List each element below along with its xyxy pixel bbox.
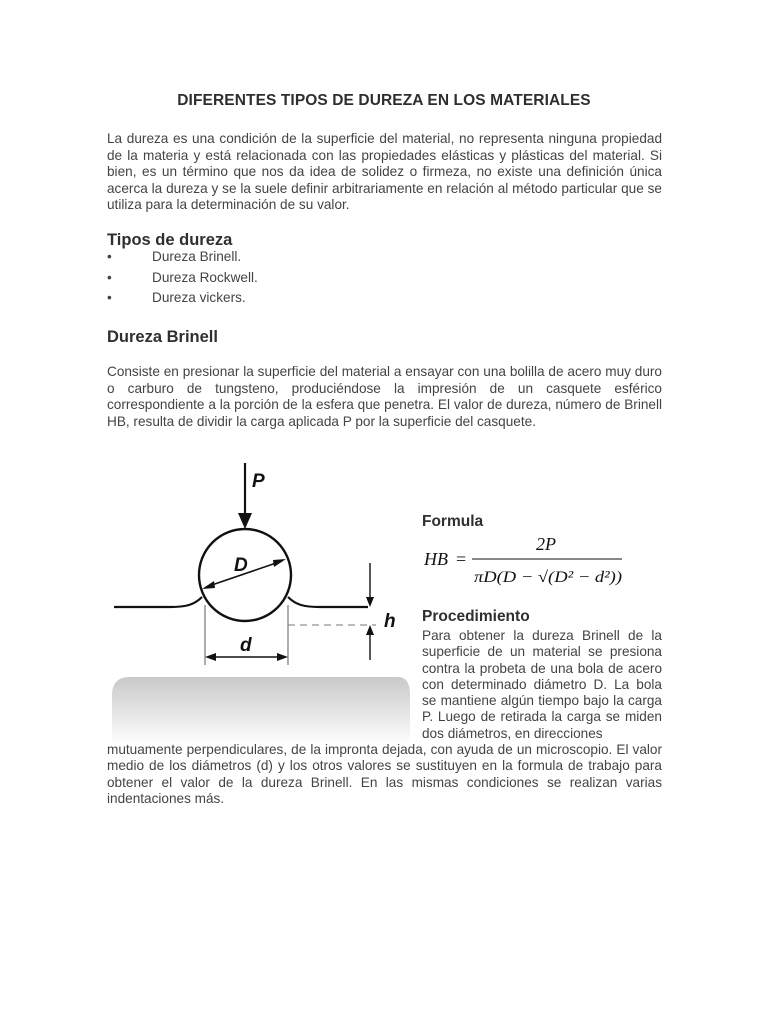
arrow-head-icon	[277, 653, 288, 661]
tipos-heading: Tipos de dureza	[107, 231, 233, 249]
specimen-block	[112, 677, 410, 745]
procedimiento-heading: Procedimiento	[422, 608, 530, 625]
label-d: d	[240, 635, 252, 656]
tipos-list	[107, 249, 507, 311]
label-D: D	[234, 555, 248, 576]
bullet-icon: •	[107, 249, 112, 264]
brinell-diagram	[108, 455, 410, 745]
formula-denominator: πD(D − √(D² − d²))	[474, 569, 622, 586]
list-item-label: Dureza Rockwell.	[152, 269, 258, 285]
brinell-formula	[422, 532, 632, 590]
list-item	[107, 290, 507, 311]
list-item	[107, 249, 507, 270]
procedimiento-paragraph-continued: mutuamente perpendiculares, de la impronta dejada, con ayuda de un microscopio. El valor medio de los diámetros (d) y los otros valores se sustituyen en la formula de trabajo para obtener el valor de la dureza Brinell. En las mismas condiciones se realizan varias indentaciones más.	[107, 742, 662, 806]
brinell-paragraph: Consiste en presionar la superficie del material a ensayar con una bolilla de acero muy duro o carburo de tungsteno, produciéndose la impresión de un casquete esférico correspondiente a la porción de la esfera que penetra. El valor de dureza, número de Brinell HB, resulta de dividir la carga aplicada P por la superficie del casquete.	[107, 364, 662, 429]
intro-paragraph: La dureza es una condición de la superficie del material, no representa ninguna propiedad de la materia y está relacionada con las propiedades elásticas y plásticas del material. Si bien, es un término que nos da idea de solidez o firmeza, no existe una definición única acerca la dureza y se la suele definir arbitrariamente en relación al método particular que se utiliza para la determinación de su valor.	[107, 131, 662, 212]
brinell-heading: Dureza Brinell	[107, 328, 218, 346]
arrow-head-icon	[205, 653, 216, 661]
surface-line-right	[288, 597, 368, 607]
arrow-head-icon	[366, 625, 374, 635]
formula-lhs: HB	[424, 549, 448, 569]
list-item-label: Dureza vickers.	[152, 290, 246, 305]
formula-numerator: 2P	[536, 534, 556, 554]
list-item-label: Dureza Brinell.	[152, 249, 242, 264]
bullet-icon: •	[107, 269, 112, 285]
bullet-icon: •	[107, 290, 112, 305]
formula-heading: Formula	[422, 513, 484, 530]
arrow-head-icon	[366, 597, 374, 607]
load-arrow-icon	[238, 513, 252, 529]
formula-equals: =	[456, 549, 467, 569]
procedimiento-paragraph: Para obtener la dureza Brinell de la superficie de un material se presiona contra la probeta de una bola de acero con determinado diámetro D. La bola se mantiene algún tiempo bajo la carga P. Luego de retirada la carga se miden dos diámetros, en direcciones	[422, 628, 662, 741]
label-h: h	[384, 611, 396, 632]
list-item	[107, 270, 507, 291]
label-P: P	[252, 471, 265, 492]
page-title: DIFERENTES TIPOS DE DUREZA EN LOS MATERIALES	[177, 92, 591, 109]
surface-line-left	[114, 597, 202, 607]
